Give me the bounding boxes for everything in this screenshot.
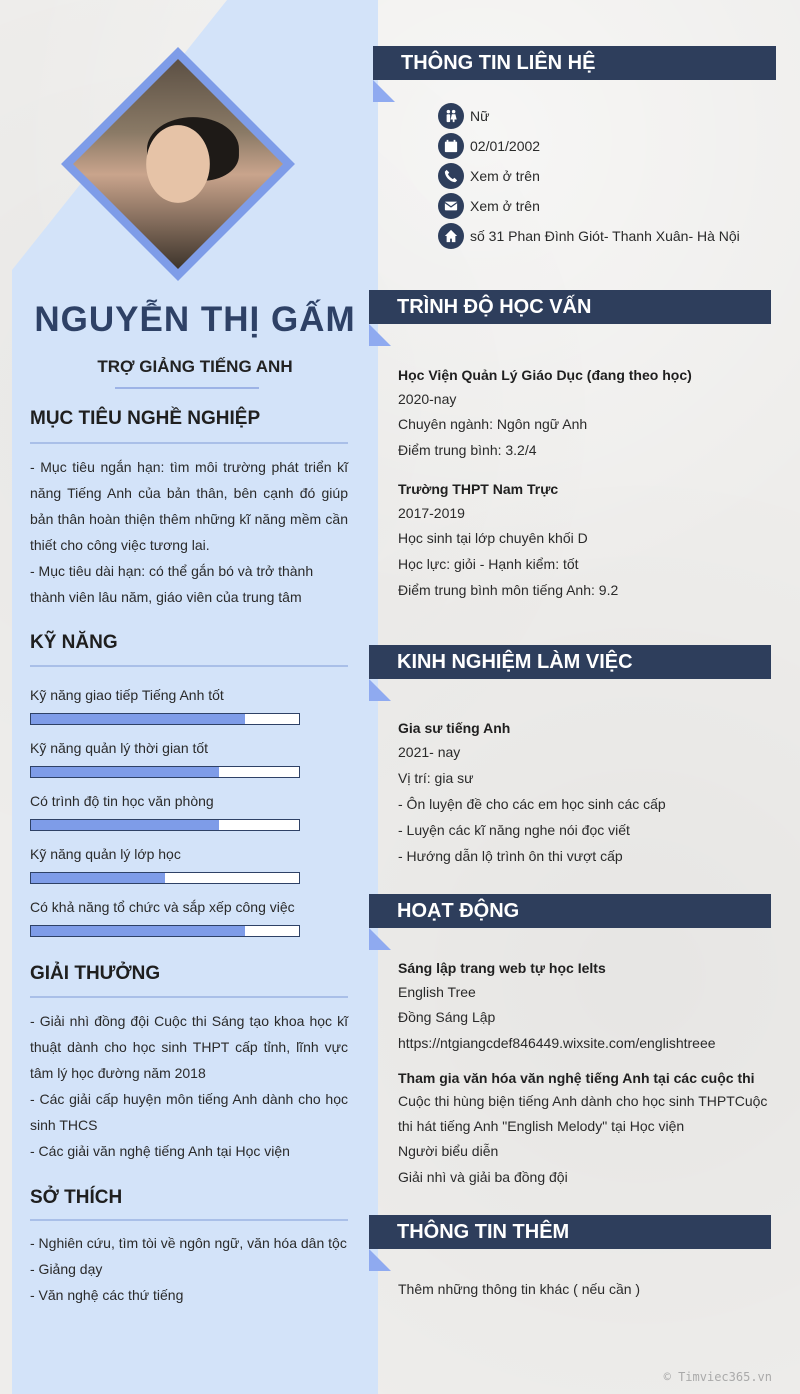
- contact-email-text: Xem ở trên: [470, 198, 540, 214]
- education-school: Trường THPT Nam Trực: [398, 481, 559, 497]
- objective-divider: [30, 442, 348, 444]
- hobby-line: - Nghiên cứu, tìm tòi về ngôn ngữ, văn hóa dân tộc: [30, 1235, 347, 1251]
- experience-line: Vị trí: gia sư: [398, 770, 474, 786]
- skill-label: Có trình độ tin học văn phòng: [30, 793, 214, 809]
- experience-line: - Luyện các kĩ năng nghe nói đọc viết: [398, 822, 630, 838]
- education-line: Học sinh tại lớp chuyên khối D: [398, 530, 588, 546]
- skills-title: KỸ NĂNG: [30, 632, 118, 653]
- education-line: Học lực: giỏi - Hạnh kiểm: tốt: [398, 556, 579, 572]
- activity-link[interactable]: https://ntgiangcdef846449.wixsite.com/englishtreee: [398, 1035, 716, 1051]
- contact-birthday: [438, 133, 540, 159]
- skill-fill: [31, 820, 219, 830]
- role-divider: [115, 387, 259, 389]
- profile-name: NGUYỄN THỊ GẤM: [34, 300, 356, 339]
- awards-text: [30, 1008, 348, 1164]
- education-line: Điểm trung bình môn tiếng Anh: 9.2: [398, 582, 619, 598]
- extra-header: THÔNG TIN THÊM: [369, 1215, 771, 1249]
- contact-phone-text: Xem ở trên: [470, 168, 540, 184]
- skill-fill: [31, 873, 165, 883]
- education-header: TRÌNH ĐỘ HỌC VẤN: [369, 290, 771, 324]
- skills-divider: [30, 665, 348, 667]
- objective-line: - Mục tiêu dài hạn: có thể gắn bó và trở thành thành viên lâu năm, giáo viên của trung tâm: [30, 563, 314, 605]
- experience-line: - Hướng dẫn lộ trình ôn thi vượt cấp: [398, 848, 623, 864]
- awards-title: GIẢI THƯỞNG: [30, 963, 161, 984]
- activities-header-tab: [369, 928, 391, 950]
- objective-line: - Mục tiêu ngắn hạn: tìm môi trường phát triển kĩ năng Tiếng Anh của bản thân, bên cạnh đó giúp bản thân hoàn thiện thêm những kĩ năng mềm cần thiết cho công việc tương lai.: [30, 459, 348, 553]
- skill-fill: [31, 926, 245, 936]
- experience-line: - Ôn luyện đề cho các em học sinh các cấp: [398, 796, 666, 812]
- awards-divider: [30, 996, 348, 998]
- activity-line: Giải nhì và giải ba đồng đội: [398, 1169, 568, 1185]
- skill-bar: [30, 872, 300, 884]
- activity-line: Cuộc thi hùng biện tiếng Anh dành cho học sinh THPTCuộc: [398, 1093, 768, 1109]
- email-icon: [438, 193, 464, 219]
- experience-line: 2021- nay: [398, 744, 461, 760]
- footer-watermark: © Timviec365.vn: [663, 1370, 772, 1384]
- skill-label: Kỹ năng giao tiếp Tiếng Anh tốt: [30, 687, 224, 703]
- skill-label: Kỹ năng quản lý thời gian tốt: [30, 740, 209, 756]
- skill-fill: [31, 767, 219, 777]
- activity-line: English Tree: [398, 984, 476, 1000]
- award-line: - Giải nhì đồng đội Cuộc thi Sáng tạo khoa học kĩ thuật dành cho học sinh THPT cấp tỉnh, lĩnh vực tâm lý học đường năm 2018: [30, 1013, 348, 1081]
- activity-name: Sáng lập trang web tự học Ielts: [398, 960, 606, 976]
- skill-bar: [30, 766, 300, 778]
- extra-text: Thêm những thông tin khác ( nếu cần ): [398, 1281, 641, 1297]
- hobbies-text: [30, 1230, 348, 1308]
- activity-line: thi hát tiếng Anh "English Melody" tại Học viện: [398, 1118, 685, 1134]
- contact-header-tab: [373, 80, 395, 102]
- objective-title: MỤC TIÊU NGHỀ NGHIỆP: [30, 408, 261, 429]
- home-icon: [438, 223, 464, 249]
- objective-text: [30, 454, 348, 610]
- contact-phone: [438, 163, 540, 189]
- skill-fill: [31, 714, 245, 724]
- award-line: - Các giải văn nghệ tiếng Anh tại Học viện: [30, 1143, 290, 1159]
- extra-header-tab: [369, 1249, 391, 1271]
- contact-birthday-text: 02/01/2002: [470, 138, 541, 154]
- hobby-line: - Giảng dạy: [30, 1261, 103, 1277]
- calendar-icon: [438, 133, 464, 159]
- education-line: 2020-nay: [398, 391, 457, 407]
- skill-label: Kỹ năng quản lý lớp học: [30, 846, 181, 862]
- education-header-tab: [369, 324, 391, 346]
- hobbies-title: SỞ THÍCH: [30, 1187, 123, 1208]
- contact-address: [438, 223, 740, 249]
- education-school: Học Viện Quản Lý Giáo Dục (đang theo học): [398, 367, 692, 383]
- hobbies-divider: [30, 1219, 348, 1221]
- activity-name: Tham gia văn hóa văn nghệ tiếng Anh tại các cuộc thi: [398, 1070, 755, 1086]
- contact-address-text: số 31 Phan Đình Giót- Thanh Xuân- Hà Nội: [470, 228, 740, 244]
- activity-line: Đồng Sáng Lập: [398, 1009, 496, 1025]
- experience-header-tab: [369, 679, 391, 701]
- activities-header: HOẠT ĐỘNG: [369, 894, 771, 928]
- profile-role: TRỢ GIẢNG TIẾNG ANH: [97, 357, 293, 376]
- education-line: 2017-2019: [398, 505, 465, 521]
- experience-header: KINH NGHIỆM LÀM VIỆC: [369, 645, 771, 679]
- contact-header: THÔNG TIN LIÊN HỆ: [373, 46, 776, 80]
- skill-bar: [30, 819, 300, 831]
- education-line: Chuyên ngành: Ngôn ngữ Anh: [398, 416, 588, 432]
- contact-email: [438, 193, 540, 219]
- avatar-face: [146, 125, 210, 203]
- hobby-line: - Văn nghệ các thứ tiếng: [30, 1287, 184, 1303]
- gender-icon: [438, 103, 464, 129]
- skill-bar: [30, 925, 300, 937]
- skill-label: Có khả năng tổ chức và sắp xếp công việc: [30, 899, 295, 915]
- contact-gender: [438, 103, 489, 129]
- experience-job: Gia sư tiếng Anh: [398, 720, 511, 736]
- award-line: - Các giải cấp huyện môn tiếng Anh dành cho học sinh THCS: [30, 1091, 348, 1133]
- phone-icon: [438, 163, 464, 189]
- education-line: Điểm trung bình: 3.2/4: [398, 442, 537, 458]
- skill-bar: [30, 713, 300, 725]
- contact-gender-text: Nữ: [470, 108, 490, 124]
- activity-line: Người biểu diễn: [398, 1143, 499, 1159]
